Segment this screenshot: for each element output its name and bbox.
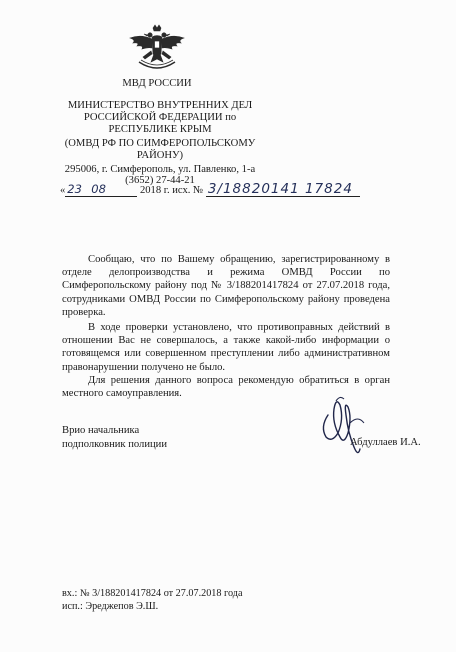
signer-position-2: подполковник полиции: [62, 439, 167, 450]
phone-line: (3652) 27-44-21: [125, 175, 195, 186]
incoming-registration: вх.: № 3/188201417824 от 27.07.2018 года: [62, 588, 243, 599]
signer-position-1: Врио начальника: [62, 425, 140, 436]
eagle-emblem-icon: [127, 24, 187, 72]
address-line: 295006, г. Симферополь, ул. Павленко, 1-а: [64, 164, 256, 175]
ministry-line-1: МИНИСТЕРСТВО ВНУТРЕННИХ ДЕЛ: [67, 100, 253, 111]
outgoing-date-number: [60, 183, 360, 197]
outgoing-month: 08: [85, 183, 137, 197]
body-paragraph-3: Для решения данного вопроса рекомендую обратиться в орган местного самоуправления.: [62, 374, 390, 400]
letter-body: [62, 253, 390, 400]
agency-short: МВД РОССИИ: [122, 78, 192, 89]
department-line-1: (ОМВД РФ ПО СИМФЕРОПОЛЬСКОМУ: [64, 138, 256, 149]
body-paragraph-2: В ходе проверки установлено, что противоправных действий в отношении Вас не совершалось, а также какой-либо информации о готовящемся или совершенном преступлении либо административном правонарушении получено не было.: [62, 322, 390, 373]
executor-name: исп.: Эреджепов Э.Ш.: [62, 601, 159, 612]
outgoing-number: 3/18820141 17824: [206, 183, 360, 197]
handwritten-signature-icon: [314, 393, 382, 465]
quote-mark: «: [60, 185, 66, 196]
outgoing-year-text: 2018 г. исх. №: [139, 185, 204, 196]
body-paragraph-1: Сообщаю, что по Вашему обращению, зарегистрированному в отделе делопроизводства и режима ОМВД России по Симферопольскому району под № 3/188201417824 от 27.07.2018 года, сотрудниками ОМВД России по Симферопольскому району проведена проверка.: [62, 254, 390, 318]
ministry-line-2: РОССИЙСКОЙ ФЕДЕРАЦИИ по: [83, 112, 237, 123]
signer-name: Абдуллаев И.А.: [350, 437, 421, 448]
outgoing-day: 23: [65, 183, 85, 197]
ministry-line-3: РЕСПУБЛИКЕ КРЫМ: [108, 124, 212, 135]
department-line-2: РАЙОНУ): [136, 150, 184, 161]
